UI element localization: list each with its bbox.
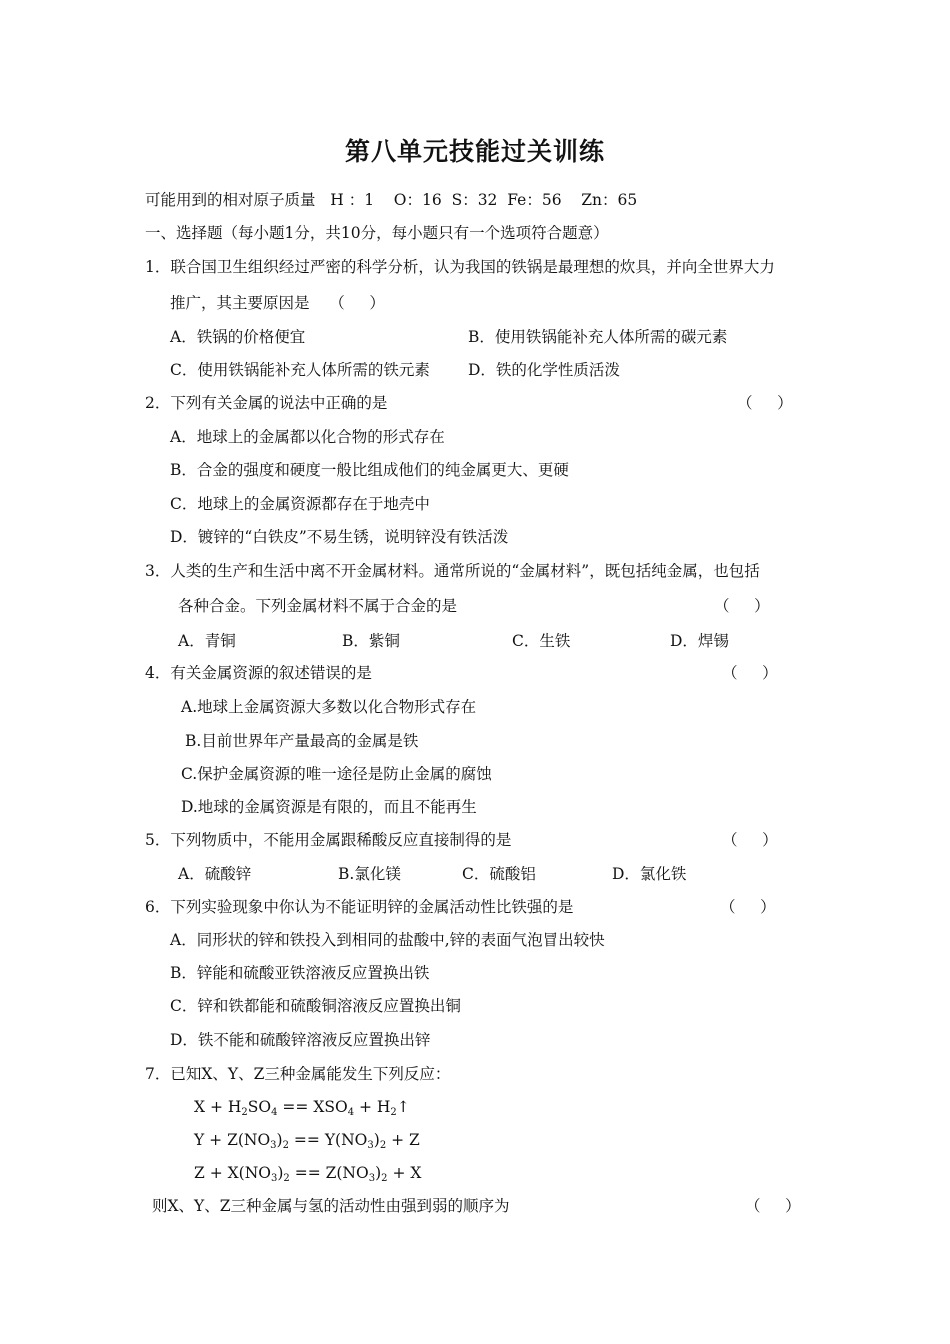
q5-option-c: C．硫酸铝 <box>462 865 536 883</box>
q2-option-a: A．地球上的金属都以化合物的形式存在 <box>170 428 445 446</box>
q3-option-d: D．焊锡 <box>670 632 729 650</box>
q5-stem: 5．下列物质中，不能用金属跟稀酸反应直接制得的是 <box>145 831 512 849</box>
q7-equation-2: $Y + Z(NO_3)_2 == Y(NO_3)_2 + Z$ <box>194 1131 420 1151</box>
q4-option-c: C.保护金属资源的唯一途径是防止金属的腐蚀 <box>181 765 492 783</box>
q1-option-b: B．使用铁锅能补充人体所需的碳元素 <box>468 328 728 346</box>
q3-option-a: A．青铜 <box>178 632 236 650</box>
atomic-mass-line: 可能用到的相对原子质量 H ：1 O：16 S：32 Fe：56 Zn：65 <box>145 191 638 209</box>
q2-option-b: B．合金的强度和硬度一般比组成他们的纯金属更大、更硬 <box>170 461 569 479</box>
q7-stem: 7．已知X、Y、Z三种金属能发生下列反应： <box>145 1065 451 1083</box>
q2-answer-paren: （ ） <box>737 394 793 412</box>
q6-option-d: D．铁不能和硫酸锌溶液反应置换出锌 <box>170 1031 431 1049</box>
q5-answer-paren: （ ） <box>722 831 778 849</box>
q3-answer-paren: （ ） <box>714 597 770 615</box>
q7-answer-paren: （ ） <box>745 1197 801 1215</box>
q7-equation-1: $X + H_2SO_4 == XSO_4$ + $H_2↑$ <box>194 1098 410 1118</box>
q6-stem: 6．下列实验现象中你认为不能证明锌的金属活动性比铁强的是 <box>145 898 574 916</box>
q3-option-c: C．生铁 <box>512 632 571 650</box>
q7-equation-3: $Z + X(NO_3)_2 == Z(NO_3)_2 + X$ <box>194 1164 422 1184</box>
q6-option-b: B．锌能和硫酸亚铁溶液反应置换出铁 <box>170 964 430 982</box>
q3-option-b: B．紫铜 <box>342 632 400 650</box>
q3-stem-line2: 各种合金。下列金属材料不属于合金的是 <box>178 597 458 615</box>
q6-option-a: A．同形状的锌和铁投入到相同的盐酸中,锌的表面气泡冒出较快 <box>170 931 605 949</box>
q4-option-a: A.地球上金属资源大多数以化合物形式存在 <box>181 698 477 716</box>
q5-option-a: A．硫酸锌 <box>178 865 252 883</box>
q4-stem: 4．有关金属资源的叙述错误的是 <box>145 664 372 682</box>
q6-answer-paren: （ ） <box>720 898 776 916</box>
page-title: 第八单元技能过关训练 <box>344 137 605 166</box>
q5-option-b: B.氯化镁 <box>338 865 401 883</box>
q2-option-c: C．地球上的金属资源都存在于地壳中 <box>170 495 430 513</box>
q7-conclusion: 则X、Y、Z三种金属与氢的活动性由强到弱的顺序为 <box>152 1197 510 1215</box>
q5-option-d: D．氯化铁 <box>612 865 687 883</box>
q4-option-d: D.地球的金属资源是有限的，而且不能再生 <box>181 798 477 816</box>
section-heading: 一、选择题（每小题1分，共10分，每小题只有一个选项符合题意） <box>145 224 609 242</box>
q4-option-b: B.目前世界年产量最高的金属是铁 <box>185 732 419 750</box>
q6-option-c: C．锌和铁都能和硫酸铜溶液反应置换出铜 <box>170 997 461 1015</box>
q1-stem-line2: 推广，其主要原因是 （ ） <box>170 294 385 312</box>
q1-option-a: A．铁锅的价格便宜 <box>170 328 306 346</box>
q2-option-d: D．镀锌的“白铁皮”不易生锈，说明锌没有铁活泼 <box>170 528 509 546</box>
q2-stem: 2．下列有关金属的说法中正确的是 <box>145 394 388 412</box>
q1-stem-line1: 1．联合国卫生组织经过严密的科学分析，认为我国的铁锅是最理想的炊具，并向全世界大力 <box>145 258 775 276</box>
q1-option-c: C．使用铁锅能补充人体所需的铁元素 <box>170 361 430 379</box>
q4-answer-paren: （ ） <box>722 664 778 682</box>
q1-option-d: D．铁的化学性质活泼 <box>468 361 620 379</box>
q3-stem-line1: 3．人类的生产和生活中离不开金属材料。通常所说的“金属材料”，既包括纯金属，也包括 <box>145 562 760 580</box>
